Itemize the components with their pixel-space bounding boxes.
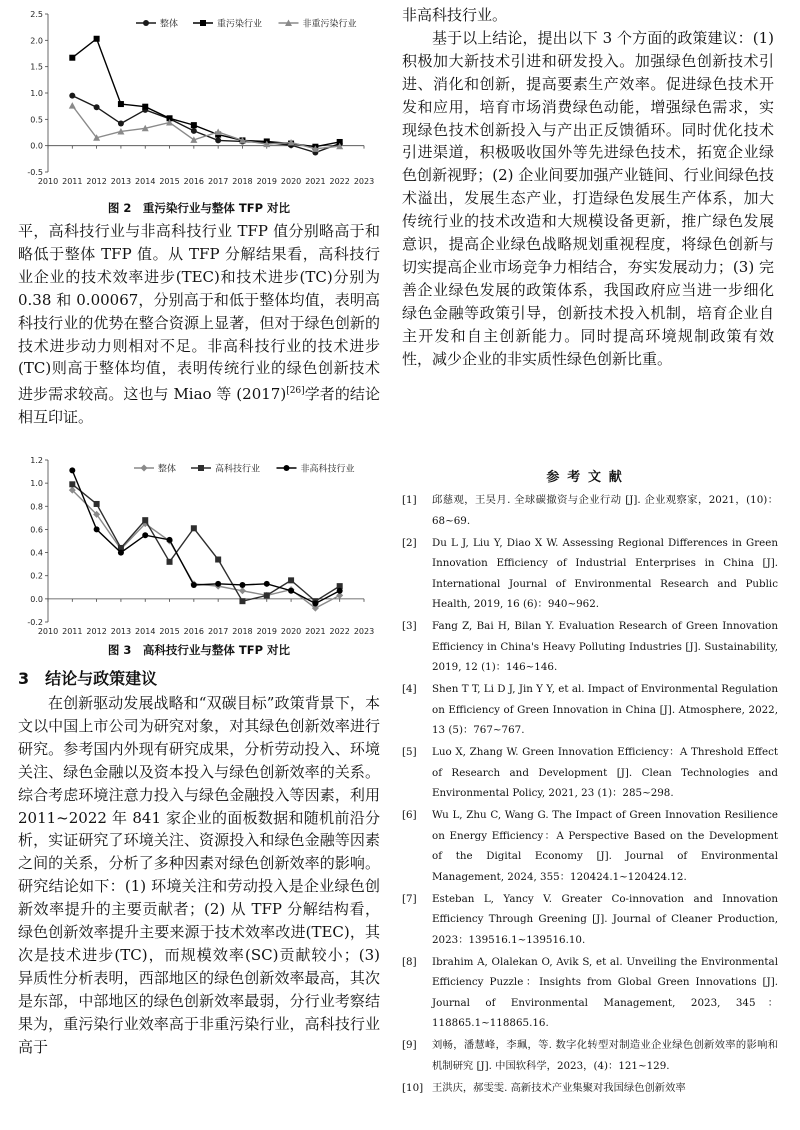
series-2 (69, 36, 342, 150)
reference-item (402, 889, 778, 951)
x-tick-label: 2012 (86, 177, 107, 186)
y-tick-label: 2.0 (30, 36, 43, 46)
figure-2-chart (18, 0, 380, 198)
x-tick-label: 2010 (37, 177, 59, 186)
citation-26: [26] (286, 386, 305, 397)
x-tick-label: 2020 (280, 177, 302, 186)
series-1 (69, 487, 343, 612)
reference-text: 王洪庆，郝雯雯. 高新技术产业集聚对我国绿色创新效率 (432, 1081, 686, 1094)
reference-text: Shen T T, Li D J, Jin Y Y, et al. Impact of Environmental Regulation on Efficiency of Green Innovation in China [J]. Atmosphere, 2022, 13 (5)：767~767. (432, 683, 778, 736)
data-point (94, 104, 100, 110)
x-tick-label: 2013 (110, 627, 132, 636)
legend-label: 高科技行业 (215, 464, 261, 475)
reference-text: Esteban L, Yancy V. Greater Co-innovation and Innovation Efficiency Through Greening [J]. Journal of Cleaner Production, 2023：139516.1~139516.10. (432, 892, 778, 946)
reference-text: 邱慈观，王昊月. 全球碳撤资与企业行动 [J]. 企业观察家，2021，(10)：68~69. (432, 494, 778, 527)
data-point (288, 588, 294, 594)
section-title: 3 结论与政策建议 (18, 669, 158, 688)
data-point (94, 526, 100, 532)
legend-marker (198, 465, 204, 471)
reference-item (402, 616, 778, 678)
data-point (69, 55, 75, 61)
data-point (142, 517, 148, 523)
x-tick-label: 2022 (329, 177, 350, 186)
data-point (312, 600, 318, 606)
x-tick-label: 2011 (62, 627, 83, 636)
reference-text: 刘畅，潘慧峰，李珮，等. 数字化转型对制造业企业绿色创新效率的影响和机制研究 [J]. 中国软科学，2023，(4)：121~129. (432, 1039, 778, 1072)
legend-label: 非高科技行业 (300, 464, 355, 475)
figure-2-svg (18, 0, 380, 198)
legend-marker (141, 465, 148, 472)
reference-item (402, 1035, 778, 1076)
legend-marker (143, 20, 149, 26)
series-line (72, 39, 339, 147)
y-tick-label: 0.8 (30, 502, 43, 512)
figure-3-svg (18, 452, 380, 640)
data-point (94, 501, 100, 507)
series-line (72, 490, 339, 608)
x-tick-label: 2012 (86, 627, 107, 636)
references-heading: 参考文献 (546, 470, 630, 485)
x-tick-label: 2017 (207, 627, 229, 636)
y-tick-label: 0.2 (30, 571, 43, 581)
x-tick-label: 2016 (183, 177, 205, 186)
legend-marker (284, 465, 290, 471)
reference-number: [3] (402, 620, 417, 632)
figure-3-caption: 图 3 高科技行业与整体 TFP 对比 (107, 643, 291, 657)
legend-label: 整体 (158, 464, 177, 475)
reference-number: [5] (402, 746, 417, 758)
reference-item (402, 490, 778, 531)
x-tick-label: 2013 (110, 177, 132, 186)
data-point (118, 550, 124, 556)
series-line (72, 484, 339, 601)
y-tick-label: 1.2 (30, 456, 43, 465)
data-point (264, 581, 270, 587)
x-tick-label: 2011 (62, 177, 83, 186)
x-tick-label: 2015 (159, 177, 180, 186)
series-line (72, 106, 339, 149)
paragraph-tfp-end: 学者的结论相互印证。 (18, 385, 380, 427)
data-point (118, 121, 124, 127)
y-tick-label: -0.5 (27, 168, 43, 177)
legend-item (277, 463, 355, 475)
legend-item (191, 463, 260, 475)
data-point (264, 592, 270, 598)
y-tick-label: 1.5 (30, 62, 43, 72)
reference-item (402, 533, 778, 615)
data-point (191, 525, 197, 531)
x-tick-label: 2018 (232, 177, 253, 186)
x-tick-label: 2018 (232, 627, 253, 636)
continued-text: 非高科技行业。 (402, 6, 508, 24)
legend-label: 非重污染行业 (302, 19, 357, 30)
data-point (215, 581, 221, 587)
legend-label: 整体 (160, 19, 179, 30)
y-tick-label: 1.0 (30, 89, 43, 98)
data-point (215, 557, 221, 563)
data-point (239, 598, 245, 604)
paragraph-tfp-decomposition (18, 220, 380, 429)
data-point (239, 582, 245, 588)
legend-label: 重污染行业 (217, 19, 263, 30)
data-point (69, 467, 75, 473)
data-point (167, 559, 173, 565)
legend-item (193, 18, 262, 30)
y-tick-label: 0.4 (30, 548, 43, 558)
x-tick-label: 2023 (353, 627, 375, 636)
y-tick-label: 0.0 (30, 594, 43, 604)
x-tick-label: 2019 (256, 627, 277, 636)
legend-item (279, 18, 357, 30)
data-point (69, 93, 75, 99)
data-point (142, 104, 148, 110)
reference-number: [8] (402, 955, 417, 968)
y-tick-label: 2.5 (30, 10, 43, 19)
policy-paragraph: 基于以上结论，提出以下 3 个方面的政策建议：(1) 积极加大新技术引进和研发投入。加强绿色创新技术引进、消化和创新，提高要素生产效率。促进绿色技术开发和应用，培育市场消费绿色动能，增强绿色需求，实现绿色技术创新投入与产出正反馈循环。同时优化技术引进渠道，积极吸收国外等先进绿色技术，拓宽企业绿色创新视野；(2) 企业间要加强产业链间、行业间绿色技术溢出，发展生态产业，打造绿色发展生产体系，加大传统行业的技术改造和大规模设备更新，推广绿色发展意识，提高企业绿色战略规划重视程度，将绿色创新与切实提高企业市场竞争力相结合，夯实发展动力；(3) 完善企业绿色发展的政策体系，我国政府应当进一步细化绿色金融等政策引导，创新技术投入机制，培育企业自主开发和自主创新能力。同时提高环境规制政策有效性，减少企业的非实质性绿色创新比重。 (402, 28, 774, 368)
x-tick-label: 2021 (305, 627, 326, 636)
x-tick-label: 2010 (37, 627, 59, 636)
reference-item (402, 952, 778, 1034)
reference-text: Ibrahim A, Olalekan O, Avik S, et al. Unveiling the Environmental Efficiency Puzzle：Insights from Global Green Innovations [J]. Journal of Environmental Management, 2023, 345：118865.1~118865.16. (432, 955, 778, 1029)
x-tick-label: 2019 (256, 177, 277, 186)
reference-text: Fang Z, Bai H, Bilan Y. Evaluation Research of Green Innovation Efficiency in China's Heavy Polluting Industries [J]. Sustainability, 2019, 12 (1)：146~146. (432, 620, 778, 673)
conclusion-text: 在创新驱动发展战略和“双碳目标”政策背景下，本文以中国上市公司为研究对象，对其绿色创新效率进行研究。参考国内外现有研究成果，分析劳动投入、环境关注、绿色金融以及资本投入与绿色创新效率的关系。综合考虑环境注意力投入与绿色金融投入等因素，利用 2011~2022 年 841 家企业的面板数据和随机前沿分析，实证研究了环境关注、资源投入和绿色金融等因素之间的关系，分析了多种因素对绿色创新效率的影响。研究结论如下：(1) 环境关注和劳动投入是企业绿色创新效率提升的主要贡献者；(2) 从 TFP 分解结构看，绿色创新效率提升主要来源于技术效率改进(TEC)，其次是技术进步(TC)，而规模效率(SC)贡献较小；(3) 异质性分析表明，西部地区的绿色创新效率最高，其次是东部，中部地区的绿色创新效率最弱，分行业考察结果为，重污染行业效率高于非重污染行业，高科技行业高于 (18, 694, 380, 1056)
reference-item (402, 679, 778, 741)
references-list (402, 490, 778, 1100)
reference-item (402, 805, 778, 887)
reference-number: [2] (402, 536, 417, 549)
policy-section (402, 4, 774, 371)
reference-text: Luo X, Zhang W. Green Innovation Efficiency：A Threshold Effect of Research and Development [J]. Clean Technologies and Environmental Policy, 2021, 23 (1)：285~298. (432, 746, 778, 799)
x-tick-label: 2014 (135, 627, 156, 636)
reference-number: [9] (402, 1039, 417, 1051)
y-tick-label: -0.2 (27, 618, 43, 627)
data-point (191, 128, 197, 134)
x-tick-label: 2017 (207, 177, 229, 186)
data-point (167, 537, 173, 543)
data-point (94, 36, 100, 42)
x-tick-label: 2014 (135, 177, 156, 186)
data-point (69, 481, 75, 487)
x-tick-label: 2022 (329, 627, 350, 636)
reference-item (402, 742, 778, 804)
data-point (69, 102, 76, 109)
data-point (142, 532, 148, 538)
series-1 (69, 93, 342, 156)
y-tick-label: 0.5 (30, 115, 43, 125)
y-tick-label: 0.6 (30, 525, 43, 535)
x-tick-label: 2015 (159, 627, 180, 636)
reference-number: [7] (402, 892, 417, 905)
data-point (288, 577, 294, 583)
data-point (239, 587, 246, 594)
reference-text: Wu L, Zhu C, Wang G. The Impact of Green Innovation Resilience on Energy Efficiency：A Perspective Based on the Development of the Digital Economy [J]. Journal of Environmental Management, 2024, 355：120424.1~120424.12. (432, 809, 778, 883)
y-tick-label: 0.0 (30, 141, 43, 151)
y-tick-label: 1.0 (30, 479, 43, 489)
reference-text: Du L J, Liu Y, Diao X W. Assessing Regional Differences in Green Innovation Efficiency of Industrial Enterprises in China [J]. International Journal of Environmental Research and Public Health, 2019, 16 (6)：940~962. (432, 536, 778, 610)
figure-3-chart (18, 452, 380, 640)
data-point (191, 582, 197, 588)
x-tick-label: 2021 (305, 177, 326, 186)
legend-marker (200, 20, 206, 26)
data-point (118, 101, 124, 107)
reference-number: [1] (402, 494, 417, 506)
data-point (337, 588, 343, 594)
data-point (191, 122, 197, 128)
data-point (215, 137, 221, 143)
x-tick-label: 2016 (183, 627, 205, 636)
x-tick-label: 2020 (280, 627, 302, 636)
paragraph-tfp-text: 平，高科技行业与非高科技行业 TFP 值分别略高于和略低于整体 TFP 值。从 TFP 分解结果看，高科技行业企业的技术效率进步(TEC)和技术进步(TC)分别为 0.38 和 0.00067，分别高于和低于整体均值，表明高科技行业的优势在整合资源上显著，但对于绿色创新的技术进步动力则相对不足。非高科技行业的技术进步(TC)则高于整体均值，表明传统行业的绿色创新技术进步需求较高。这也与 Miao 等 (2017) (18, 222, 380, 404)
reference-number: [6] (402, 809, 417, 821)
reference-item (402, 1078, 778, 1099)
reference-number: [4] (402, 683, 417, 695)
legend-item (134, 463, 176, 475)
conclusion-paragraph (18, 692, 380, 1059)
reference-number: [10] (402, 1081, 424, 1094)
figure-2-caption: 图 2 重污染行业与整体 TFP 对比 (107, 201, 291, 215)
x-tick-label: 2023 (353, 177, 375, 186)
legend-item (136, 18, 178, 30)
